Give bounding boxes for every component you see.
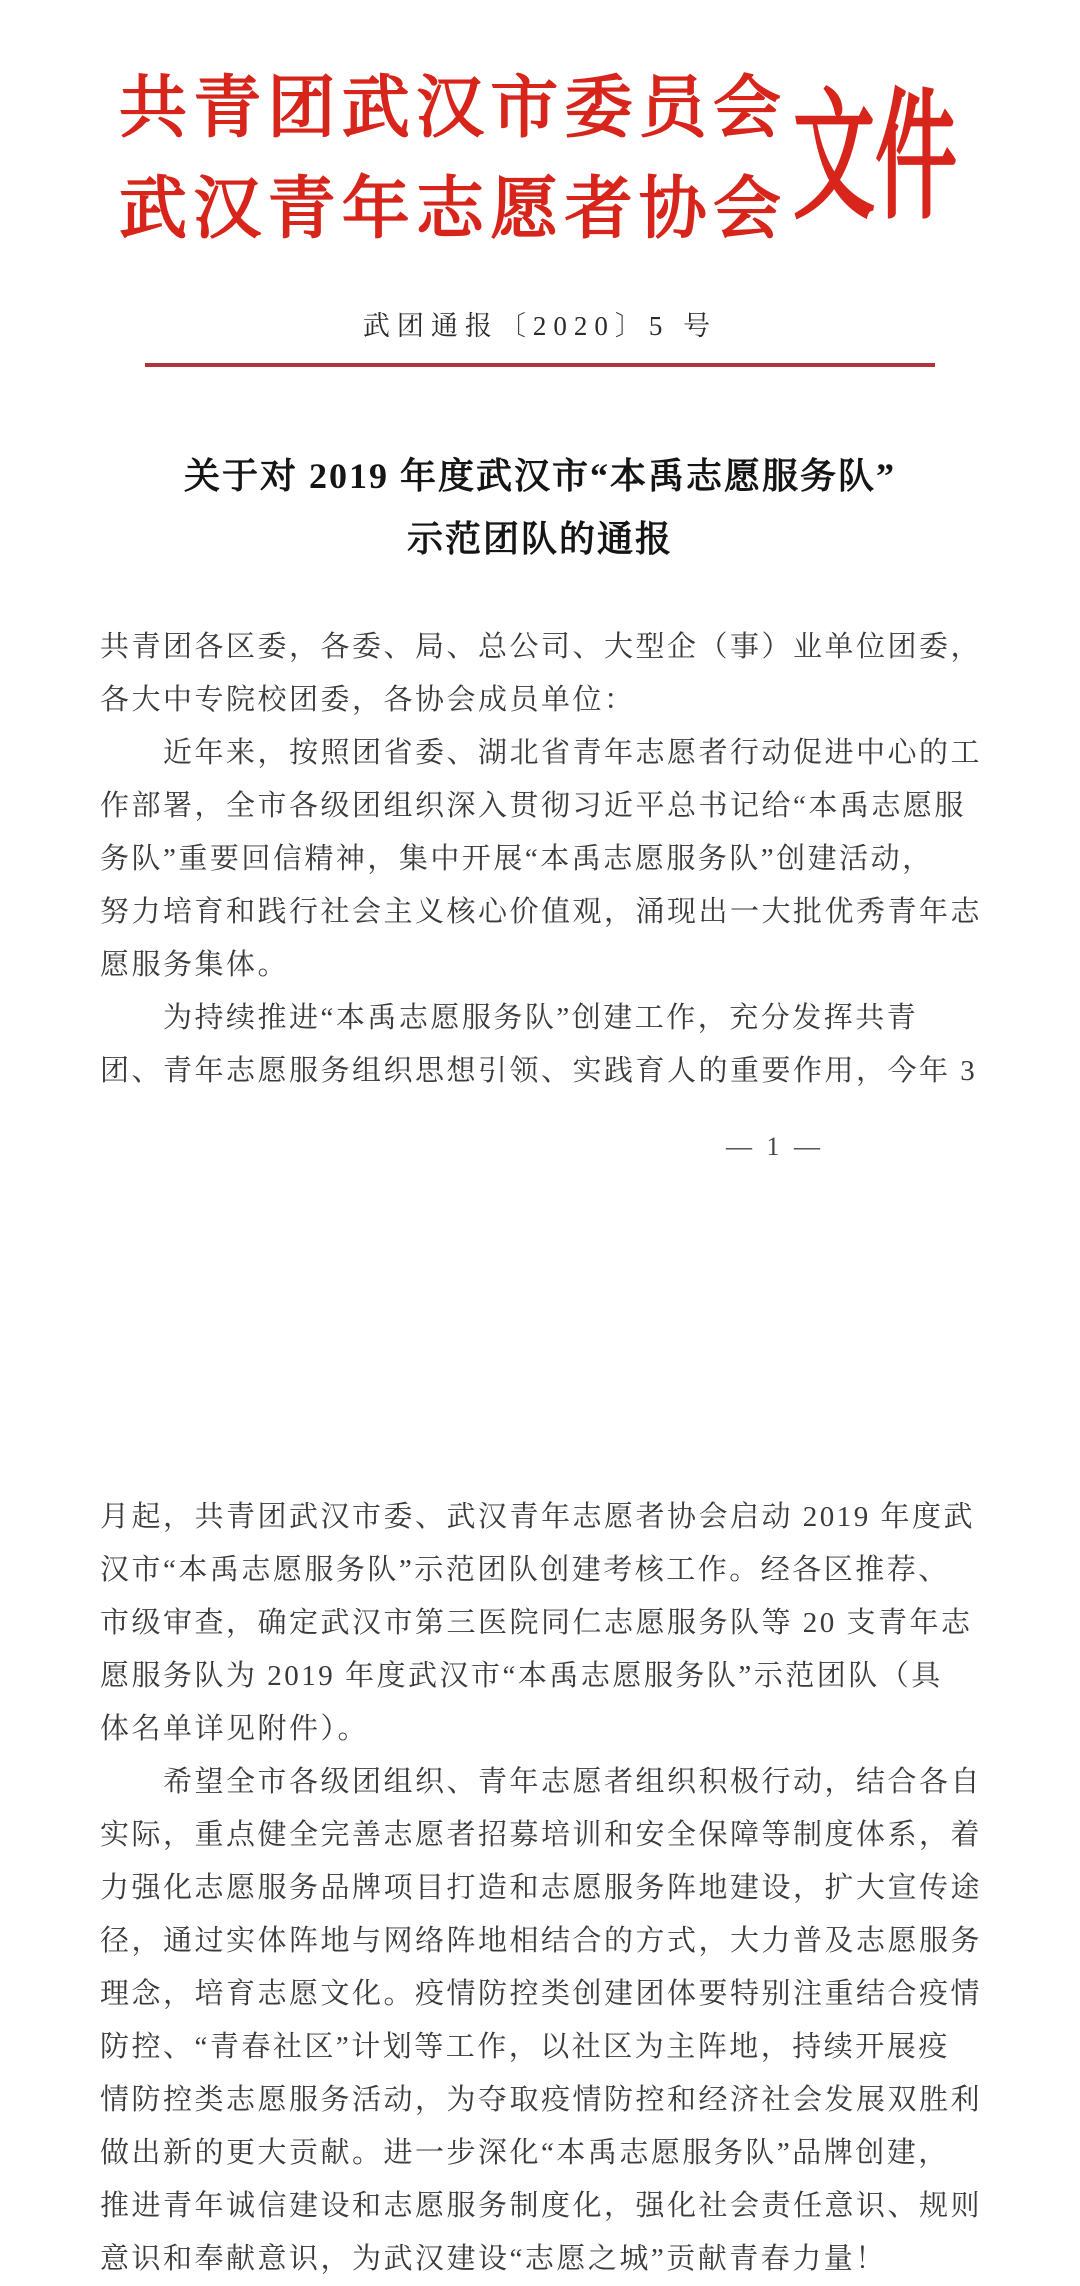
- body-line: 意识和奉献意识，为武汉建设“志愿之城”贡献青春力量！: [100, 2243, 887, 2275]
- body-line: 希望全市各级团组织、青年志愿者组织积极行动，结合各自: [163, 1766, 983, 1798]
- body-line: 市级审查，确定武汉市第三医院同仁志愿服务队等 20 支青年志: [100, 1607, 973, 1639]
- body-line: 愿服务集体。: [100, 949, 290, 981]
- org-name-line1: 共青团武汉市委员会: [119, 70, 787, 146]
- body-line: 月起，共青团武汉市委、武汉青年志愿者协会启动 2019 年度武: [100, 1501, 976, 1533]
- body-line: 愿服务队为 2019 年度武汉市“本禹志愿服务队”示范团队（具: [100, 1660, 943, 1692]
- page2-lines: [100, 1491, 984, 2286]
- body-line: 实际，重点健全完善志愿者招募培训和安全保障等制度体系，着: [100, 1819, 983, 1851]
- body-line: 努力培育和践行社会主义核心价值观，涌现出一大批优秀青年志: [100, 896, 983, 928]
- body-line: 务队”重要回信精神，集中开展“本禹志愿服务队”创建活动，: [100, 843, 934, 875]
- page1-body: [100, 621, 984, 1173]
- org-name-line2: 武汉青年志愿者协会: [119, 171, 787, 247]
- page1-lines: [100, 621, 984, 1098]
- body-line: 径，通过实体阵地与网络阵地相结合的方式，大力普及志愿服务: [100, 1925, 983, 1957]
- document-number: 武团通报〔2020〕5 号: [362, 311, 718, 341]
- body-line: 为持续推进“本禹志愿服务队”创建工作，充分发挥共青: [163, 1002, 919, 1034]
- title-line1: 关于对 2019 年度武汉市“本禹志愿服务队”: [183, 456, 896, 496]
- body-line: 共青团各区委，各委、局、总公司、大型企（事）业单位团委，: [100, 631, 983, 663]
- body-line: 推进青年诚信建设和志愿服务制度化，强化社会责任意识、规则: [100, 2190, 983, 2222]
- page2-body: [100, 1491, 984, 2286]
- body-line: 团、青年志愿服务组织思想引领、实践育人的重要作用，今年 3: [100, 1055, 978, 1087]
- body-line: 做出新的更大贡献。进一步深化“本禹志愿服务队”品牌创建，: [100, 2137, 950, 2169]
- document-type-label: 文件: [793, 79, 958, 237]
- red-separator-rule: [145, 363, 935, 367]
- body-line: 情防控类志愿服务活动，为夺取疫情防控和经济社会发展双胜利: [100, 2084, 983, 2116]
- issuing-orgs: [119, 58, 787, 260]
- body-line: 力强化志愿服务品牌项目打造和志愿服务阵地建设，扩大宣传途: [100, 1872, 983, 1904]
- body-line: 近年来，按照团省委、湖北省青年志愿者行动促进中心的工: [163, 737, 983, 769]
- title-line2: 示范团队的通报: [406, 519, 673, 559]
- document-title: [0, 445, 1080, 571]
- body-line: 各大中专院校团委，各协会成员单位：: [100, 684, 636, 716]
- body-line: 防控、“青春社区”计划等工作，以社区为主阵地，持续开展疫: [100, 2031, 950, 2063]
- body-line: 作部署，全市各级团组织深入贯彻习近平总书记给“本禹志愿服: [100, 790, 966, 822]
- page-number: — 1 —: [726, 1132, 824, 1161]
- body-line: 理念，培育志愿文化。疫情防控类创建团体要特别注重结合疫情: [100, 1978, 983, 2010]
- body-line: 汉市“本禹志愿服务队”示范团队创建考核工作。经各区推荐、: [100, 1554, 950, 1586]
- body-line: 体名单详见附件）。: [100, 1713, 370, 1745]
- letterhead: [0, 0, 1080, 260]
